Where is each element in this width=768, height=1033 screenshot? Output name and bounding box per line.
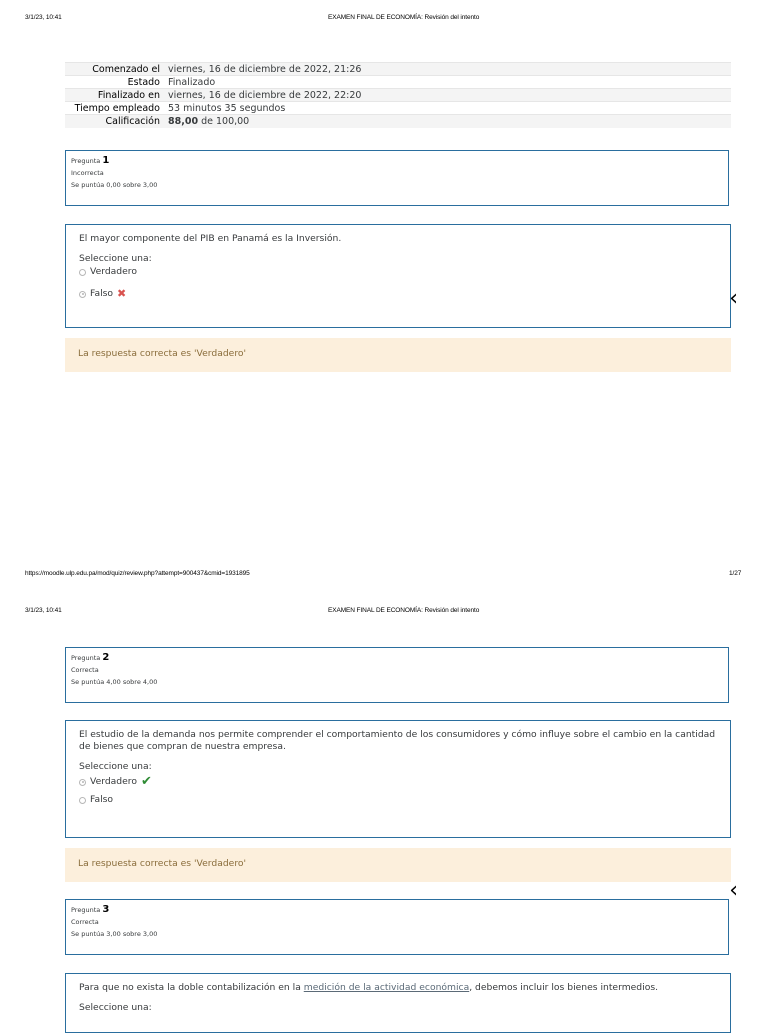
summary-row-started	[65, 63, 731, 76]
question-text-part: Para que no exista la doble contabilización en la	[79, 982, 304, 993]
question-status: Incorrecta	[71, 169, 104, 177]
summary-label: Tiempo empleado	[65, 102, 164, 115]
print-title: EXAMEN FINAL DE ECONOMÍA: Revisión del intento	[328, 14, 480, 21]
question-number-value: 2	[102, 652, 110, 663]
grade-value: 88,00	[168, 115, 199, 127]
question-1-info	[65, 150, 729, 206]
summary-label: Comenzado el	[65, 63, 164, 76]
option-label: Falso	[90, 288, 114, 299]
summary-row-time	[65, 102, 731, 115]
summary-value: viernes, 16 de diciembre de 2022, 21:26	[164, 63, 731, 76]
radio-checked-icon[interactable]	[79, 291, 86, 298]
radio-checked-icon[interactable]	[79, 779, 86, 786]
select-label: Seleccione una:	[79, 253, 152, 264]
question-3-info	[65, 899, 729, 955]
summary-value: viernes, 16 de diciembre de 2022, 22:20	[164, 89, 731, 102]
option-label: Verdadero	[90, 776, 137, 787]
cross-icon: ✖	[117, 287, 127, 300]
chevron-left-icon[interactable]: ‹	[729, 286, 738, 311]
option-true[interactable]	[79, 265, 717, 279]
question-number-value: 3	[102, 904, 110, 915]
summary-label: Estado	[65, 76, 164, 89]
print-date: 3/1/23, 10:41	[25, 14, 62, 21]
question-2-feedback: La respuesta correcta es 'Verdadero'	[65, 848, 731, 882]
checkmark-icon: ✔	[140, 774, 152, 789]
question-number	[71, 904, 723, 916]
question-2-info	[65, 647, 729, 703]
summary-value: Finalizado	[164, 76, 731, 89]
summary-row-grade	[65, 115, 731, 128]
question-label: Pregunta	[71, 906, 101, 914]
question-number	[71, 155, 723, 167]
option-label: Falso	[90, 794, 114, 805]
question-label: Pregunta	[71, 654, 101, 662]
print-date: 3/1/23, 10:41	[25, 607, 62, 614]
option-false[interactable]	[79, 287, 717, 301]
question-text	[79, 982, 717, 994]
option-true[interactable]	[79, 775, 717, 789]
attempt-summary-table	[65, 62, 731, 128]
question-number-value: 1	[102, 155, 110, 166]
option-false[interactable]	[79, 793, 717, 807]
print-url: https://moodle.ulp.edu.pa/mod/quiz/review.php?attempt=900437&cmid=1931895	[25, 570, 250, 577]
question-label: Pregunta	[71, 157, 101, 165]
summary-row-state	[65, 76, 731, 89]
question-text-part: , debemos incluir los bienes intermedios.	[469, 982, 659, 993]
question-2-content	[65, 720, 731, 838]
radio-icon[interactable]	[79, 797, 86, 804]
summary-label: Calificación	[65, 115, 164, 128]
select-label: Seleccione una:	[79, 761, 152, 772]
question-1-feedback: La respuesta correcta es 'Verdadero'	[65, 338, 731, 372]
radio-icon[interactable]	[79, 269, 86, 276]
summary-label: Finalizado en	[65, 89, 164, 102]
select-label: Seleccione una:	[79, 1002, 152, 1013]
question-text: El estudio de la demanda nos permite comprender el comportamiento de los consumidores y cómo influye sobre el cambio en la cantidad de bienes que compran de nuestra empresa.	[79, 729, 716, 752]
question-text: El mayor componente del PIB en Panamá es la Inversión.	[79, 233, 342, 244]
question-1-content	[65, 224, 731, 328]
option-label: Verdadero	[90, 266, 137, 277]
glossary-link[interactable]: medición de la actividad económica	[303, 982, 470, 993]
chevron-left-icon[interactable]: ‹	[729, 878, 738, 903]
question-status: Correcta	[71, 918, 99, 926]
print-page-number: 1/27	[729, 570, 742, 577]
summary-value	[164, 115, 731, 128]
grade-suffix: de 100,00	[198, 115, 250, 127]
print-title: EXAMEN FINAL DE ECONOMÍA: Revisión del intento	[328, 607, 480, 614]
question-number	[71, 652, 723, 664]
question-score: Se puntúa 3,00 sobre 3,00	[71, 930, 158, 938]
summary-value: 53 minutos 35 segundos	[164, 102, 731, 115]
question-3-content	[65, 973, 731, 1033]
question-score: Se puntúa 4,00 sobre 4,00	[71, 678, 158, 686]
question-score: Se puntúa 0,00 sobre 3,00	[71, 181, 158, 189]
summary-row-finished	[65, 89, 731, 102]
question-status: Correcta	[71, 666, 99, 674]
